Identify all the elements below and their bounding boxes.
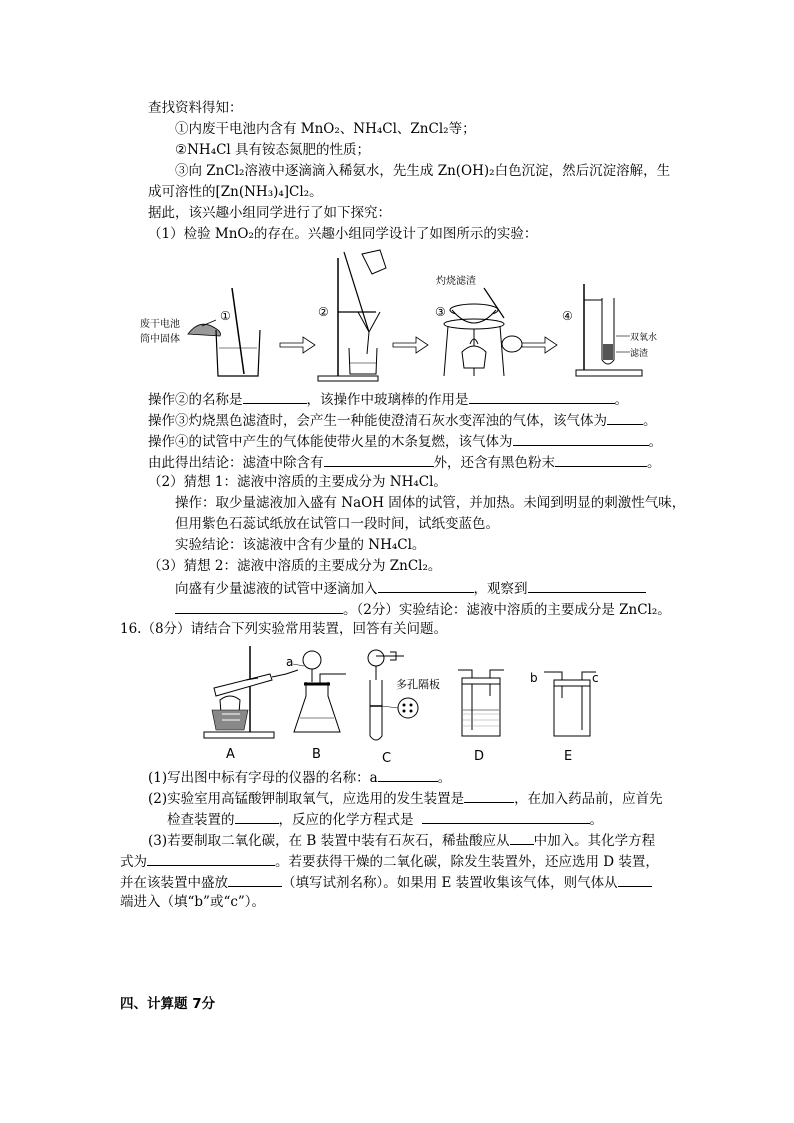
- q3-line-1: 向盛有少量滤液的试管中逐滴加入 ，观察到: [175, 578, 646, 598]
- q16-part-3-cont2: 并在该装置中盛放 （填写试剂名称）。如果用 E 装置收集该气体，则气体从: [120, 872, 652, 892]
- fig-label-burn: 灼烧滤渣: [436, 276, 476, 287]
- q3-line-2: 。（2分）实验结论：滤液中溶质的主要成分是 ZnCl₂。: [175, 599, 671, 619]
- info-item-3: ③向 ZnCl₂溶液中逐滴滴入稀氨水，先生成 Zn(OH)₂白色沉淀，然后沉淀溶解，生: [175, 163, 671, 179]
- fig-label-residue: 滤渣: [630, 349, 649, 359]
- q1-line-c: 操作④的试管中产生的气体能使带火星的木条复燃，该气体为 。: [148, 431, 662, 451]
- info-item-2: ②NH₄Cl 具有铵态氮肥的性质；: [175, 142, 371, 158]
- answer-blank[interactable]: [618, 872, 652, 887]
- answer-blank[interactable]: [422, 809, 590, 824]
- info-item-1: ①内废干电池内含有 MnO₂、NH₄Cl、ZnCl₂等；: [175, 121, 476, 137]
- q16-part-2: (2)实验室用高锰酸钾制取氧气，应选用的发生装置是 ，在加入药品前，应首先: [148, 788, 663, 808]
- fig-step-4: ④: [562, 309, 573, 323]
- answer-blank[interactable]: [528, 578, 646, 593]
- q2-heading: （2）猜想 1：滤液中溶质的主要成分为 NH₄Cl。: [148, 474, 447, 490]
- q16-heading: 16.（8分）请结合下列实验常用装置，回答有关问题。: [120, 621, 448, 637]
- q3-heading: （3）猜想 2：滤液中溶质的主要成分为 ZnCl₂。: [148, 558, 442, 574]
- caption-A: A: [226, 747, 235, 762]
- fig-step-1: ①: [220, 309, 231, 323]
- fig-label-solid: 筒中固体: [140, 334, 180, 345]
- answer-blank[interactable]: [378, 767, 438, 782]
- q1-line-b: 操作③灼烧黑色滤渣时，会产生一种能使澄清石灰水变浑浊的气体，该气体为 。: [148, 410, 657, 430]
- fig-label-battery: 废干电池: [140, 319, 180, 330]
- q16-part-1: (1)写出图中标有字母的仪器的名称：a 。: [148, 767, 451, 787]
- answer-blank[interactable]: [464, 788, 514, 803]
- label-plate: 多孔隔板: [396, 678, 440, 691]
- fig-label-h2o2: 双氧水: [630, 333, 658, 343]
- apparatus-figure: [200, 640, 620, 765]
- info-conclude: 据此，该兴趣小组同学进行了如下探究：: [148, 205, 391, 221]
- answer-blank[interactable]: [324, 452, 434, 467]
- q1-line-a: 操作②的名称是 ，该操作中玻璃棒的作用是 。: [148, 389, 628, 409]
- experiment-figure: [140, 248, 660, 383]
- q16-part-3-cont: 式为 。若要获得干燥的二氧化碳，除发生装置外，还应选用 D 装置，: [120, 851, 659, 871]
- label-a: a: [286, 655, 294, 669]
- fig-step-3: ③: [435, 305, 446, 319]
- q16-part-2-cont: 检查装置的 ，反应的化学方程式是 。: [167, 809, 603, 829]
- info-item-3-cont: 成可溶性的[Zn(NH₃)₄]Cl₂。: [148, 184, 323, 200]
- answer-blank[interactable]: [469, 389, 615, 404]
- answer-blank[interactable]: [510, 830, 534, 845]
- q16-part-3: (3)若要制取二氧化碳，在 B 装置中装有石灰石，稀盐酸应从 中加入。其化学方程: [148, 830, 655, 850]
- label-b: b: [530, 671, 538, 685]
- answer-blank[interactable]: [147, 851, 275, 866]
- answer-blank[interactable]: [235, 809, 279, 824]
- caption-E: E: [564, 749, 573, 764]
- answer-blank[interactable]: [243, 389, 307, 404]
- answer-blank[interactable]: [175, 599, 343, 614]
- answer-blank[interactable]: [378, 578, 474, 593]
- q1-line-d: 由此得出结论：滤渣中除含有 外，还含有黑色粉末 。: [148, 452, 661, 472]
- answer-blank[interactable]: [607, 410, 643, 425]
- caption-B: B: [312, 747, 321, 762]
- answer-blank[interactable]: [555, 452, 647, 467]
- answer-blank[interactable]: [513, 431, 649, 446]
- caption-D: D: [474, 749, 485, 764]
- label-c: c: [592, 671, 599, 685]
- caption-C: C: [382, 751, 392, 765]
- q1-heading: （1）检验 MnO₂的存在。兴趣小组同学设计了如图所示的实验：: [148, 226, 538, 242]
- fig-step-2: ②: [318, 305, 329, 319]
- section-4-heading: 四、计算题 7分: [120, 996, 216, 1012]
- q2-op-1: 操作：取少量滤液加入盛有 NaOH 固体的试管，并加热。未闻到明显的刺激性气味，: [175, 495, 686, 511]
- answer-blank[interactable]: [228, 872, 282, 887]
- q2-conclusion: 实验结论：该滤液中含有少量的 NH₄Cl。: [175, 537, 426, 553]
- q2-op-2: 但用紫色石蕊试纸放在试管口一段时间，试纸变蓝色。: [175, 516, 499, 532]
- q16-part-3-cont3: 端进入（填“b”或“c”）。: [120, 894, 266, 910]
- info-intro: 查找资料得知：: [148, 100, 243, 116]
